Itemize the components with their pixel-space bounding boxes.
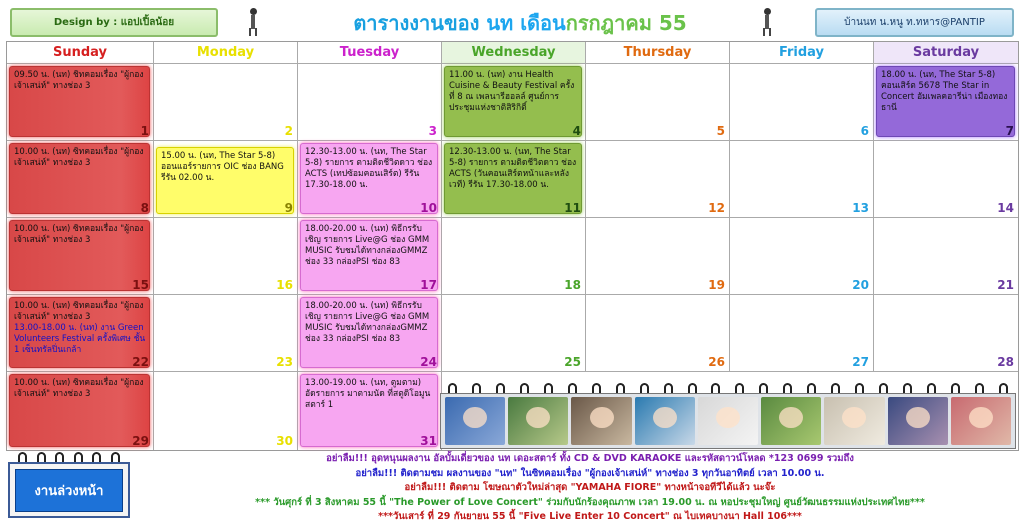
artist-photo	[508, 397, 568, 445]
artist-photo	[571, 397, 631, 445]
dancer-right-icon	[760, 8, 774, 36]
day-cell-1[interactable]	[7, 64, 154, 141]
day-cell-18[interactable]	[442, 218, 586, 295]
artist-photo	[445, 397, 505, 445]
event-text: 12.30-13.00 น. (นท, The Star 5-8) รายการ ตามติดชีวิตดาว ช่อง ACTS (วันคอนเสิร์ตหน้าและหลังเวที) รีรัน 17.30-18.00 น.	[449, 147, 577, 190]
day-number: 11	[564, 201, 581, 215]
advance-schedule-label: งานล่วงหน้า	[15, 469, 123, 512]
spiral-binding	[18, 452, 120, 462]
day-cell-14[interactable]	[874, 141, 1018, 218]
header-sunday: Sunday	[7, 42, 154, 64]
day-number: 30	[276, 434, 293, 448]
event-day-9[interactable]	[156, 147, 294, 214]
source-badge	[815, 8, 1014, 37]
event-text: 10.00 น. (นท) ซิทคอมเรื่อง "ผู้กองเจ้าเสน่ห์" ทางช่อง 3	[14, 224, 144, 245]
announcement-line: ***วันเสาร์ ที่ 29 กันยายน 55 นี้ "Five Live Enter 10 Concert" ณ ไบเทคบางนา Hall 106***	[378, 511, 802, 522]
day-number: 31	[420, 434, 437, 448]
day-cell-7[interactable]	[874, 64, 1018, 141]
event-text-secondary: 13.00-18.00 น. (นท) งาน Green Volunteers Festival ครั้งพิเศษ ชั้น 1 เซ็นทรัลปิ่นเกล้า	[14, 323, 146, 355]
dancer-left-icon	[246, 8, 260, 36]
day-number: 5	[716, 124, 725, 138]
day-cell-4[interactable]	[442, 64, 586, 141]
day-cell-22[interactable]	[7, 295, 154, 372]
day-number: 12	[708, 201, 725, 215]
day-cell-6[interactable]	[730, 64, 874, 141]
title-name: นท	[486, 11, 514, 35]
day-number: 4	[572, 124, 581, 138]
day-cell-15[interactable]	[7, 218, 154, 295]
event-day-4[interactable]	[444, 66, 582, 137]
day-number: 13	[852, 201, 869, 215]
artist-photo	[635, 397, 695, 445]
artist-photo	[698, 397, 758, 445]
day-cell-28[interactable]	[874, 295, 1018, 372]
event-text: 09.50 น. (นท) ชิทคอมเรื่อง "ผู้กองเจ้าเสน่ห์" ทางช่อง 3	[14, 70, 144, 91]
event-text: 18.00-20.00 น. (นท) พิธีกรรับเชิญ รายการ Live@G ช่อง GMM MUSIC รับชมได้ทางกล่องGMMZ ช่อง 33 กล่องPSI ช่อง 83	[305, 224, 430, 267]
day-number: 25	[564, 355, 581, 369]
event-text: 10.00 น. (นท) ซิทคอมเรื่อง "ผู้กองเจ้าเสน่ห์" ทางช่อง 3	[14, 301, 144, 322]
day-number: 23	[276, 355, 293, 369]
event-text: 10.00 น. (นท) ซิทคอมเรื่อง "ผู้กองเจ้าเสน่ห์" ทางช่อง 3	[14, 378, 144, 399]
day-cell-17[interactable]	[298, 218, 442, 295]
page-title	[270, 7, 770, 39]
day-number: 8	[140, 201, 149, 215]
announcements	[160, 452, 1020, 525]
day-number: 9	[284, 201, 293, 215]
artist-photo	[888, 397, 948, 445]
event-text: 12.30-13.00 น. (นท, The Star 5-8) รายการ ตามติดชีวิตดาว ช่อง ACTS (เทปซ้อมคอนเสิร์ต) รีรัน 17.30-18.00 น.	[305, 147, 433, 190]
day-number: 3	[428, 124, 437, 138]
header-monday: Monday	[154, 42, 298, 64]
day-number: 14	[997, 201, 1014, 215]
day-number: 17	[420, 278, 437, 292]
announcement-line: อย่าลืม!!! ติดตาม โฆษณาตัวใหม่ล่าสุด "YAMAHA FIORE" ทางหน้าจอทีวีได้แล้ว นะจ๊ะ	[404, 482, 776, 493]
day-cell-5[interactable]	[586, 64, 730, 141]
day-cell-10[interactable]	[298, 141, 442, 218]
day-number: 26	[708, 355, 725, 369]
event-text: 18.00 น. (นท, The Star 5-8) คอนเสิร์ต 5678 The Star in Concert อัมเพลคอารีน่า เมืองทองธานี	[881, 70, 1008, 113]
day-cell-11[interactable]	[442, 141, 586, 218]
day-number: 22	[132, 355, 149, 369]
event-day-7[interactable]	[876, 66, 1015, 137]
title-prefix: ตารางงานของ	[353, 11, 480, 35]
day-number: 28	[997, 355, 1014, 369]
day-cell-3[interactable]	[298, 64, 442, 141]
day-cell-31[interactable]	[298, 372, 442, 450]
header-thursday: Thursday	[586, 42, 730, 64]
day-number: 19	[708, 278, 725, 292]
source-badge-text: บ้านนท น.หนู ท.ทหาร@PANTIP	[844, 17, 985, 28]
day-cell-23[interactable]	[154, 295, 298, 372]
artist-photo	[951, 397, 1011, 445]
day-number: 10	[420, 201, 437, 215]
day-cell-24[interactable]	[298, 295, 442, 372]
event-day-31[interactable]	[300, 374, 438, 447]
artist-photo	[761, 397, 821, 445]
day-cell-25[interactable]	[442, 295, 586, 372]
event-day-17[interactable]	[300, 220, 438, 291]
title-month-label: เดือน	[520, 11, 566, 35]
event-day-11[interactable]	[444, 143, 582, 214]
day-number: 7	[1005, 124, 1014, 138]
event-day-10[interactable]	[300, 143, 438, 214]
design-credit-text: Design by : แอปเปิ้ลน้อย	[53, 17, 175, 28]
day-cell-8[interactable]	[7, 141, 154, 218]
header-saturday: Saturday	[874, 42, 1018, 64]
spiral-binding	[448, 383, 1008, 393]
event-day-22[interactable]	[9, 297, 150, 368]
event-text: 10.00 น. (นท) ซิทคอมเรื่อง "ผู้กองเจ้าเสน่ห์" ทางช่อง 3	[14, 147, 144, 168]
header-wednesday: Wednesday	[442, 42, 586, 64]
day-number: 21	[997, 278, 1014, 292]
advance-schedule-pad	[8, 452, 130, 518]
day-number: 2	[284, 124, 293, 138]
event-text: 13.00-19.00 น. (นท, ตูมตาม) อัดรายการ มาตามนัด ที่สตูดิโอมูนสตาร์ 1	[305, 378, 431, 410]
photo-strip	[440, 383, 1016, 449]
day-cell-2[interactable]	[154, 64, 298, 141]
day-cell-21[interactable]	[874, 218, 1018, 295]
day-number: 15	[132, 278, 149, 292]
day-number: 27	[852, 355, 869, 369]
day-number: 18	[564, 278, 581, 292]
event-day-29[interactable]	[9, 374, 150, 447]
event-day-24[interactable]	[300, 297, 438, 368]
artist-photo	[824, 397, 884, 445]
day-cell-26[interactable]	[586, 295, 730, 372]
day-number: 1	[140, 124, 149, 138]
announcement-line: อย่าลืม!!! ติดตามชม ผลงานของ "นท" ในซิทคอมเรื่อง "ผู้กองเจ้าเสน่ห์" ทางช่อง 3 ทุกวันอาทิตย์ เวลา 10.00 น.	[355, 467, 825, 479]
day-cell-30[interactable]	[154, 372, 298, 450]
day-number: 20	[852, 278, 869, 292]
day-cell-19[interactable]	[586, 218, 730, 295]
design-credit-badge	[10, 8, 218, 37]
header-friday: Friday	[730, 42, 874, 64]
day-cell-16[interactable]	[154, 218, 298, 295]
event-text: 11.00 น. (นท) งาน Health Cuisine & Beauty Festival ครั้งที่ 8 ณ เพลนารีฮอลล์ ศูนย์การประชุมแห่งชาติสิริกิติ์	[449, 70, 575, 113]
day-number: 16	[276, 278, 293, 292]
day-cell-12[interactable]	[586, 141, 730, 218]
announcement-line: *** วันศุกร์ ที่ 3 สิงหาคม 55 นี้ "The Power of Love Concert" ร่วมกับนักร้องคุณภาพ เวลา 19.00 น. ณ หอประชุมใหญ่ ศูนย์วัฒนธรรมแห่งประเทศไทย***	[255, 496, 925, 508]
day-cell-13[interactable]	[730, 141, 874, 218]
day-cell-29[interactable]	[7, 372, 154, 450]
announcement-line: อย่าลืม!!! อุดหนุนผลงาน อัลบั้มเดี่ยวของ นท เดอะสตาร์ ทั้ง CD & DVD KARAOKE และรหัสดาวน์โหลด *123 0699 รวมถึง	[326, 453, 854, 464]
advance-schedule-button[interactable]	[8, 462, 130, 518]
title-month: กรกฎาคม 55	[565, 11, 687, 35]
event-day-15[interactable]	[9, 220, 150, 291]
header-tuesday: Tuesday	[298, 42, 442, 64]
day-number: 6	[860, 124, 869, 138]
day-number: 29	[132, 434, 149, 448]
day-number: 24	[420, 355, 437, 369]
day-cell-27[interactable]	[730, 295, 874, 372]
event-day-1[interactable]	[9, 66, 150, 137]
event-text: 15.00 น. (นท, The Star 5-8) ออนแอร์รายการ OIC ช่อง BANG รีรัน 02.00 น.	[161, 151, 284, 183]
day-cell-9[interactable]	[154, 141, 298, 218]
event-text: 18.00-20.00 น. (นท) พิธีกรรับเชิญ รายการ Live@G ช่อง GMM MUSIC รับชมได้ทางกล่องGMMZ ช่อง 33 กล่องPSI ช่อง 83	[305, 301, 430, 344]
event-day-8[interactable]	[9, 143, 150, 214]
day-cell-20[interactable]	[730, 218, 874, 295]
